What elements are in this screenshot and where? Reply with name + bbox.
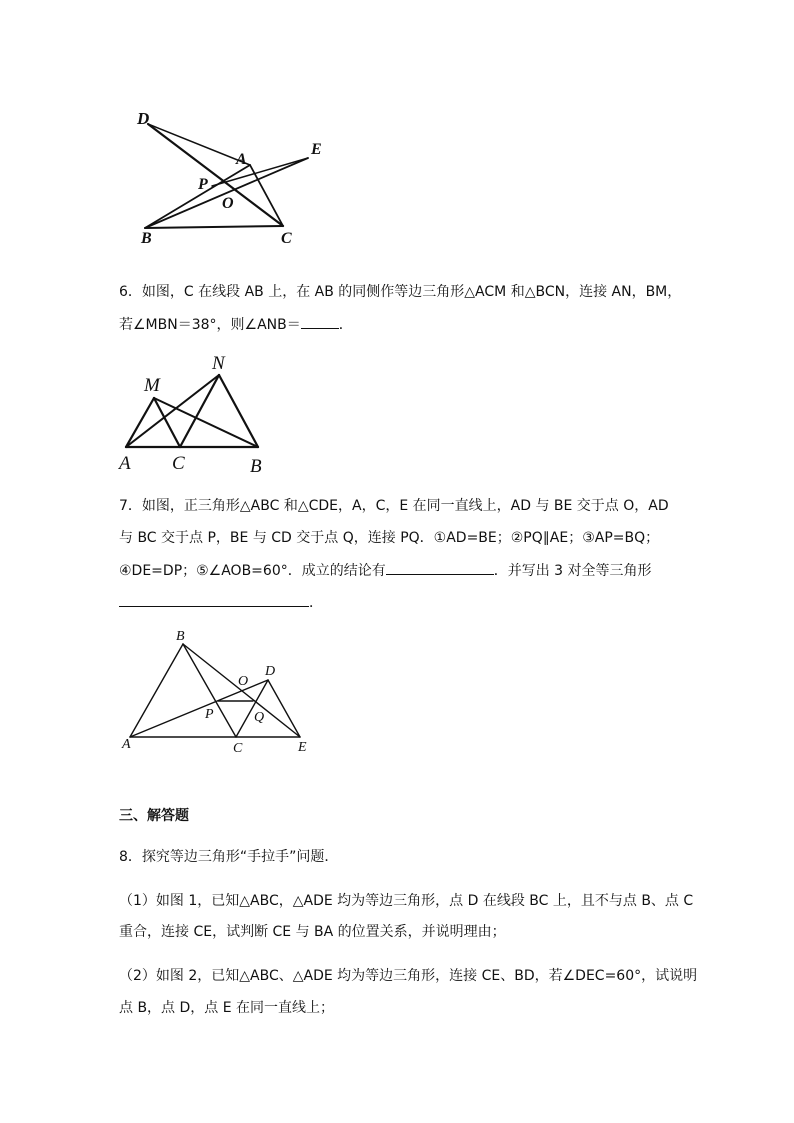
segment-BM <box>154 398 258 447</box>
label-A: A <box>236 151 247 168</box>
label-E: E <box>298 740 307 755</box>
label-P: P <box>198 176 208 193</box>
label-A: A <box>119 453 131 474</box>
q7-line-4-end: ． <box>309 595 323 611</box>
segment-CE <box>283 158 308 226</box>
label-D: D <box>265 664 276 679</box>
q7-line-1: 7．如图，正三角形△ABC 和△CDE，A，C，E 在同一直线上，AD 与 BE 交于点 O，AD <box>119 498 669 514</box>
label-B: B <box>176 629 185 644</box>
label-P: P <box>205 707 214 722</box>
segment-BE <box>145 158 308 228</box>
segment-DE <box>268 680 300 737</box>
q8-part1-line-1: （1）如图 1，已知△ABC，△ADE 均为等边三角形，点 D 在线段 BC 上，且不与点 B、点 C <box>119 893 694 909</box>
q6-line-1: 6．如图，C 在线段 AB 上，在 AB 的同侧作等边三角形△ACM 和△BCN，连接 AN，BM， <box>119 284 682 300</box>
segment-BC <box>145 226 283 228</box>
segment-AN <box>126 375 219 447</box>
q6-line-2-end: ． <box>338 317 353 333</box>
segment-AB <box>145 165 250 228</box>
label-M: M <box>144 375 160 396</box>
q7-line-4 <box>119 592 323 613</box>
figure-q6 <box>0 345 794 480</box>
q8-part1-line-2: 重合，连接 CE，试判断 CE 与 BA 的位置关系，并说明理由； <box>119 924 506 940</box>
label-E: E <box>311 141 322 158</box>
q8-part2-line-1: （2）如图 2，已知△ABC、△ADE 均为等边三角形，连接 CE、BD，若∠DEC=60°，试说明 <box>119 968 698 984</box>
label-B: B <box>141 230 152 247</box>
label-B: B <box>250 456 262 477</box>
segment-NB <box>219 375 258 447</box>
q8-part2-line-2: 点 B，点 D，点 E 在同一直线上； <box>119 1000 335 1016</box>
segment-CN <box>180 375 219 447</box>
segment-AM <box>126 398 154 447</box>
q7-line-3 <box>119 560 652 581</box>
segment-AB <box>130 644 183 737</box>
q6-line-2 <box>119 314 353 335</box>
segment-BE <box>183 644 300 737</box>
figure-q7 <box>0 620 794 765</box>
label-C: C <box>233 741 243 756</box>
q7-line-3-mid: ．并写出 3 对全等三角形 <box>493 563 652 579</box>
q7-triangles-blank[interactable] <box>119 592 309 607</box>
label-N: N <box>212 353 225 374</box>
q7-line-2: 与 BC 交于点 P，BE 与 CD 交于点 Q，连接 PQ．①AD=BE；②PQ∥AE；③AP=BQ； <box>119 530 660 546</box>
label-O: O <box>222 195 234 212</box>
section-title: 三、解答题 <box>119 808 189 824</box>
segment-DC <box>148 124 283 226</box>
q7-conclusions-blank[interactable] <box>386 560 494 575</box>
q7-line-3-text: ④DE=DP；⑤∠AOB=60°．成立的结论有 <box>119 563 386 579</box>
label-O: O <box>238 674 249 689</box>
label-D: D <box>137 109 150 128</box>
label-C: C <box>172 453 185 474</box>
label-C: C <box>281 230 292 247</box>
label-Q: Q <box>254 710 265 725</box>
figure-top-triangles <box>0 0 794 250</box>
segment-BC <box>183 644 236 737</box>
q8-intro: 8．探究等边三角形“手拉手”问题． <box>119 849 339 865</box>
segment-DB <box>148 124 250 165</box>
q6-answer-blank[interactable] <box>301 314 339 329</box>
label-A: A <box>122 737 131 752</box>
q6-line-2-text: 若∠MBN＝38°，则∠ANB＝ <box>119 317 301 333</box>
